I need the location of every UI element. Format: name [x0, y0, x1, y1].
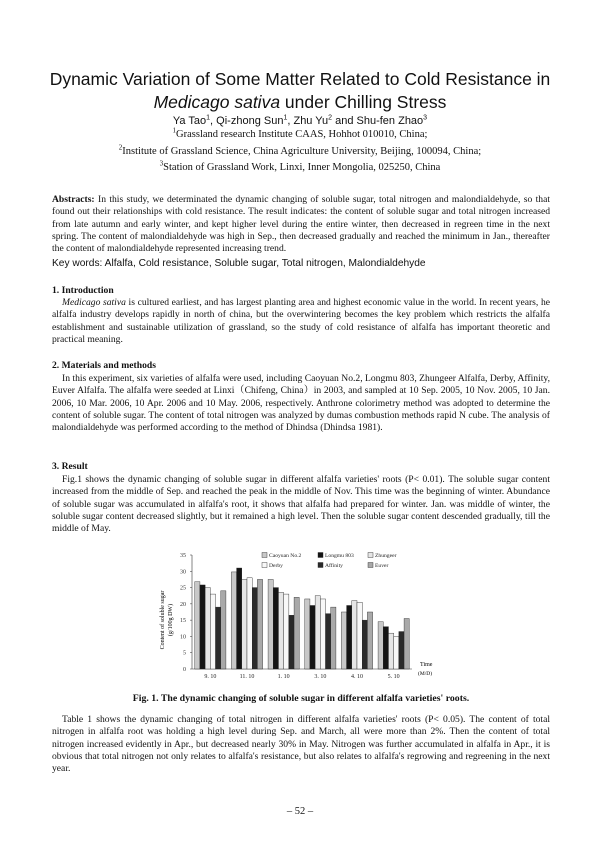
bar-derby — [210, 594, 215, 669]
chart-legend — [262, 553, 397, 570]
author-sup: 1 — [283, 114, 288, 122]
bar-zhungeer — [205, 588, 210, 669]
figure-caption: Fig. 1. The dynamic changing of soluble sugar in different alfalfa varieties' roots. — [132, 693, 470, 704]
legend-swatch — [262, 563, 267, 568]
affiliation-text: Station of Grassland Work, Linxi, Inner Mongolia, 025250, China — [163, 162, 441, 173]
x-tick-label: 5. 10 — [387, 674, 400, 680]
affiliation-1 — [40, 128, 560, 142]
section-heading-result: 3. Result — [52, 461, 88, 472]
legend-label: Zhungeer — [375, 553, 397, 559]
bar-caoyuan-no-2 — [341, 612, 346, 669]
x-tick-label: 11. 10 — [239, 674, 255, 680]
result-paragraph-1: Fig.1 shows the dynamic changing of soluble sugar in different alfalfa varieties' roots (P< 0.01). The soluble sugar content increased from the middle of Sep. and reached the peak in the middle of Nov. This time was the beginning of winter. Abundance of soluble sugar was accumulated in alfalfa's root, it shows that alfalfa had prepared for winter. Jan. was middle of winter, the soluble sugar content decreased slightly, but it remained a high level. Then the soluble sugar content descended gradually, till the middle of May. — [52, 474, 550, 535]
y-axis-label: Content of soluble sugar — [160, 590, 166, 650]
affiliation-text: Grassland research Institute CAAS, Hohhot 010010, China; — [176, 129, 428, 140]
x-axis-label: Time — [420, 662, 433, 668]
legend-label: Derby — [269, 563, 283, 569]
x-tick-label: 9. 10 — [204, 674, 217, 680]
bar-affinity — [289, 615, 294, 669]
y-tick-label: 0 — [183, 667, 186, 673]
bar-longmu-803 — [310, 605, 315, 669]
bar-zhungeer — [315, 596, 320, 669]
legend-label: Affinity — [325, 563, 343, 569]
bar-caoyuan-no-2 — [305, 599, 310, 669]
bar-affinity — [216, 607, 221, 669]
bar-affinity — [252, 588, 257, 669]
bar-derby — [284, 594, 289, 669]
bar-derby — [247, 578, 252, 669]
introduction-paragraph — [52, 297, 550, 346]
soluble-sugar-bar-chart — [150, 545, 450, 685]
bar-longmu-803 — [200, 585, 205, 669]
chart-bars — [195, 568, 410, 669]
author-name: Zhu Yu — [293, 115, 329, 127]
bar-affinity — [326, 614, 331, 669]
legend-swatch — [262, 553, 267, 558]
paper-title-line2 — [40, 91, 560, 113]
intro-text: is cultured earliest, and has largest planting area and highest economic value in the world. In recent years, he alfalfa industry develops rapidly in north of china, but the overwintering becomes the key problem which restricts the alfalfa establishment and sustainable utilization of grassland, so the study of cold resistance of alfalfa has important theoretic and practical meaning. — [52, 297, 550, 345]
author-sup: 2 — [328, 114, 333, 122]
bar-euver — [404, 619, 409, 669]
abstract-text: In this study, we determinated the dynamic changing of soluble sugar, total nitrogen and malondialdehyde, so that found out their relationships with cold resistance. The result indicates: the content of soluble sugar and total nitrogen increased from late autumn and early winter, and kept higher level during the entire winter, then decreased in regreen time in the next spring. The content of malondialdehyde was high in Sep., then decreased gradually and reached the minimum in Jan., thereafter the content of malondialdehyde represented increasing trend. — [52, 194, 550, 255]
bar-zhungeer — [388, 633, 393, 669]
abstract — [52, 194, 550, 255]
y-tick-label: 15 — [180, 618, 186, 625]
bar-zhungeer — [352, 601, 357, 669]
x-tick-label: 4. 10 — [351, 674, 363, 680]
bar-euver — [257, 579, 262, 669]
page-number: – 52 – — [286, 806, 314, 817]
affiliation-sup: 2 — [118, 143, 123, 152]
bar-zhungeer — [242, 579, 247, 669]
paper-title-line1: Dynamic Variation of Some Matter Related to Cold Resistance in — [49, 69, 551, 89]
y-tick-label: 10 — [180, 634, 186, 641]
bar-euver — [294, 597, 299, 669]
intro-species-name: Medicago sativa — [62, 297, 126, 308]
y-tick-label: 20 — [180, 601, 186, 608]
affiliation-sup: 1 — [172, 126, 177, 135]
y-tick-label: 25 — [180, 585, 186, 592]
bar-euver — [331, 607, 336, 669]
y-axis-label-unit: (g/100g DW) — [168, 603, 174, 637]
legend-swatch — [318, 553, 323, 558]
bar-caoyuan-no-2 — [195, 582, 200, 669]
bar-longmu-803 — [273, 588, 278, 669]
legend-label: Longmu 803 — [325, 553, 354, 559]
author-name: Shu-fen Zhao — [356, 115, 424, 127]
bar-zhungeer — [278, 592, 283, 669]
bar-caoyuan-no-2 — [378, 622, 383, 669]
x-tick-label: 1. 10 — [277, 674, 290, 680]
bar-longmu-803 — [237, 568, 242, 669]
bar-derby — [320, 599, 325, 669]
legend-label: Euver — [375, 563, 389, 569]
author-name: Qi-zhong Sun — [216, 115, 284, 127]
bar-longmu-803 — [347, 605, 352, 669]
title-rest: under Chilling Stress — [280, 92, 447, 112]
author-name: Ya Tao — [172, 115, 207, 127]
section-heading-introduction: 1. Introduction — [52, 285, 114, 296]
legend-swatch — [368, 553, 373, 558]
bar-caoyuan-no-2 — [231, 572, 236, 669]
bar-derby — [394, 636, 399, 669]
affiliation-2 — [40, 145, 560, 159]
bar-euver — [367, 612, 372, 669]
bar-affinity — [362, 620, 367, 669]
legend-swatch — [318, 563, 323, 568]
bar-longmu-803 — [383, 627, 388, 669]
x-tick-label: 3. 10 — [314, 674, 327, 680]
result-paragraph-2: Table 1 shows the dynamic changing of total nitrogen in different alfalfa varieties' roots (P< 0.05). The content of total nitrogen in alfalfa root was holding a high level during Sep. and March, all were more than 2%. Then the content of total nitrogen increased evidently in Apr., but decreased nearly 30% in May. Nitrogen was further accumulated in alfalfa in Apr., it is obvious that total nitrogen not only relates to alfalfa's resistance, but also relates to alfalfa's regrowing and regreening in the next year. — [52, 714, 550, 775]
legend-swatch — [368, 563, 373, 568]
bar-affinity — [399, 632, 404, 669]
y-tick-label: 35 — [180, 553, 186, 559]
affiliation-3 — [40, 161, 560, 175]
bar-derby — [357, 602, 362, 669]
methods-paragraph: In this experiment, six varieties of alfalfa were used, including Caoyuan No.2, Longmu 803, Zhungeer Alfalfa, Derby, Affinity, Euver Alfalfa. The alfalfa were seeded at Linxi（Chifeng, China）in 2003, and sampled at 10 Sep. 2005, 10 Nov. 2005, 10 Jan. 2006, 10 Mar. 2006, 10 Apr. 2006 and 10 May. 2006, respectively. Anthrone colorimetry method was adopted to determine the content of soluble sugar. The content of total nitrogen was analyzed by dumas combustion methods rapid N cube. The analysis of malondialdehyde was performed according to the method of Dhindsa (Dhindsa 1981). — [52, 373, 550, 434]
abstract-label: Abstracts: — [52, 194, 95, 205]
bar-caoyuan-no-2 — [268, 579, 273, 669]
y-tick-label: 5 — [183, 650, 186, 657]
affiliation-sup: 3 — [159, 159, 164, 168]
author-sup: 1 — [206, 114, 211, 122]
keywords: Key words: Alfalfa, Cold resistance, Soluble sugar, Total nitrogen, Malondialdehyde — [52, 258, 426, 269]
section-heading-methods: 2. Materials and methods — [52, 360, 156, 371]
affiliation-text: Institute of Grassland Science, China Agriculture University, Beijing, 100094, China; — [122, 146, 482, 157]
bar-euver — [221, 591, 226, 669]
x-axis-label-unit: (M/D) — [418, 671, 433, 677]
author-list: Ya Tao$^1$, Qi-zhong Sun$^1$, Zhu Yu$^2$ and Shu-fen Zhao$^3$ — [172, 114, 428, 127]
y-tick-label: 30 — [180, 569, 186, 576]
author-sup: 3 — [423, 114, 428, 122]
title-species-name: Medicago sativa — [153, 92, 281, 112]
legend-label: Caoyuan No.2 — [269, 553, 302, 559]
